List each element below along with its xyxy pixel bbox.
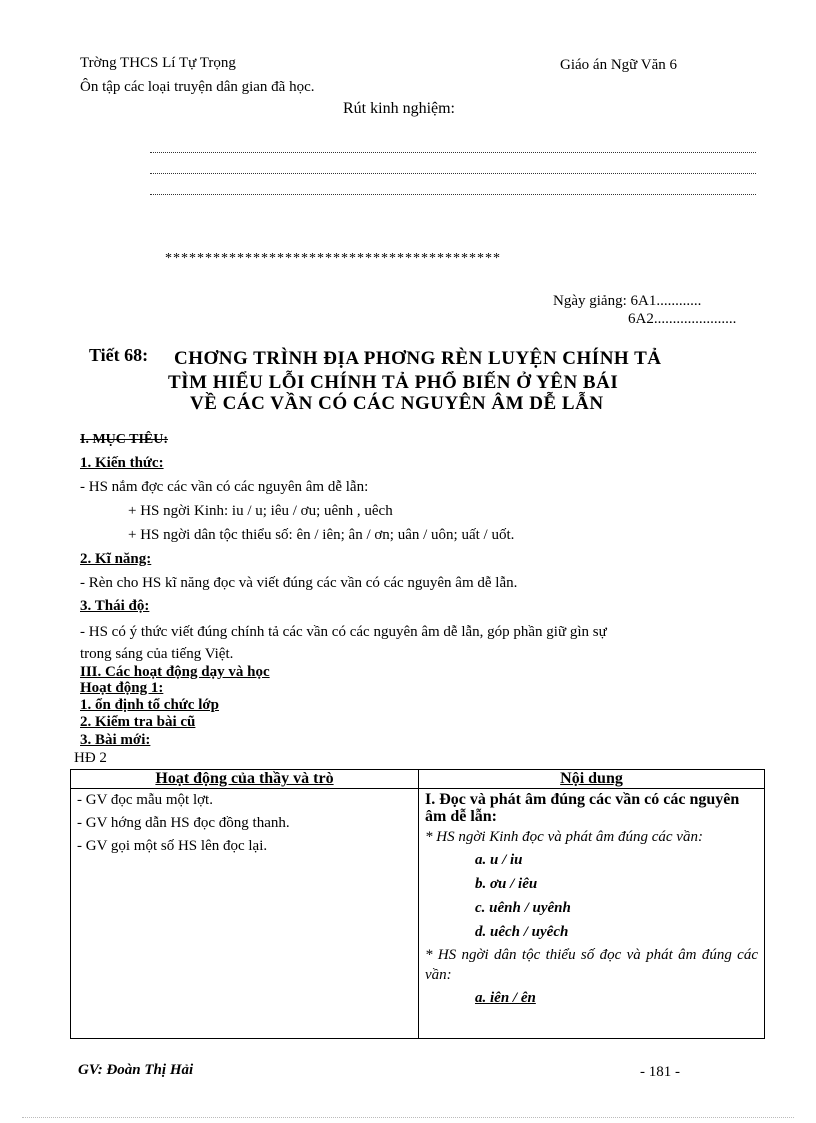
- title-line-3: VỀ CÁC VẦN CÓ CÁC NGUYÊN ÂM DỄ LẪN: [190, 393, 604, 414]
- title-line-1: CHƠNG TRÌNH ĐỊA PHƠNG RÈN LUYỆN CHÍNH TẢ: [174, 348, 662, 369]
- table-header-left: [71, 770, 419, 789]
- attitude-text-2: trong sáng của tiếng Việt.: [80, 646, 234, 662]
- activity-2-label: HĐ 2: [74, 750, 107, 766]
- date-line-1: Ngày giảng: 6A1............: [553, 293, 702, 309]
- pair-item: d. uêch / uyêch: [475, 924, 569, 940]
- pair-item: a. u / iu: [475, 852, 523, 868]
- step-2: 2. Kiểm tra bài cũ: [80, 714, 196, 730]
- experience-heading: Rút kinh nghiệm:: [343, 100, 455, 117]
- subtitle: Ôn tập các loại truyện dân gian đã học.: [80, 79, 315, 95]
- pair-item: a. iên / ên: [475, 990, 536, 1006]
- footer-teacher: GV: Đoàn Thị Hải: [78, 1062, 194, 1078]
- list-item: - GV gọi một số HS lên đọc lại.: [77, 838, 268, 854]
- skills-heading: 2. Kĩ năng:: [80, 551, 152, 567]
- content-note-2: * HS ngời dân tộc thiểu số đọc và phát âm đúng các vần:: [425, 947, 758, 983]
- activity-1-heading: Hoạt động 1:: [80, 680, 164, 696]
- knowledge-item-1: + HS ngời Kinh: iu / u; iêu / ơu; uênh , uêch: [128, 503, 393, 519]
- content-cell: [419, 789, 765, 1039]
- list-item: - GV hớng dẫn HS đọc đồng thanh.: [77, 815, 290, 831]
- knowledge-item-2: + HS ngời dân tộc thiểu số: ên / iên; ân / ơn; uân / uôn; uất / uốt.: [128, 527, 515, 543]
- star-separator: ******************************************: [165, 251, 501, 266]
- step-3: 3. Bài mới:: [80, 732, 151, 748]
- footer-divider: [22, 1117, 794, 1118]
- knowledge-text: - HS nắm đợc các vần có các nguyên âm dễ lẫn:: [80, 479, 369, 495]
- content-heading: I. Đọc và phát âm đúng các vần có các nguyên âm dễ lẫn:: [425, 791, 740, 825]
- plan-name: Giáo án Ngữ Văn 6: [560, 57, 677, 73]
- skills-text: - Rèn cho HS kĩ năng đọc và viết đúng các vần có các nguyên âm dễ lẫn.: [80, 575, 518, 591]
- table-header-right: [419, 770, 765, 789]
- objectives-heading: I. MỤC TIÊU:: [80, 432, 169, 447]
- school-name: Trờng THCS Lí Tự Trọng: [80, 55, 236, 71]
- dotted-line-1: [150, 152, 756, 153]
- content-note-1: * HS ngời Kinh đọc và phát âm đúng các vần:: [425, 829, 703, 845]
- attitude-heading: 3. Thái độ:: [80, 598, 150, 614]
- title-line-2: TÌM HIỂU LỖI CHÍNH TẢ PHỔ BIẾN Ở YÊN BÁI: [168, 372, 619, 393]
- column-header-teacher: Hoạt động của thầy và trò: [155, 770, 334, 787]
- attitude-text-1: - HS có ý thức viết đúng chính tả các vần có các nguyên âm dễ lẫn, góp phần giữ gìn sự: [80, 624, 607, 640]
- date-line-2: 6A2......................: [628, 311, 737, 327]
- knowledge-heading: 1. Kiến thức:: [80, 455, 164, 471]
- activities-table: [70, 769, 765, 1039]
- teacher-activities-cell: [71, 789, 419, 1039]
- page-number: - 181 -: [640, 1064, 680, 1080]
- dotted-line-2: [150, 173, 756, 174]
- pair-item: b. ơu / iêu: [475, 876, 538, 892]
- column-header-content: Nội dung: [560, 770, 623, 787]
- lesson-number: Tiết 68:: [89, 345, 149, 365]
- pair-item: c. uênh / uyênh: [475, 900, 571, 916]
- dotted-line-3: [150, 194, 756, 195]
- activities-heading: III. Các hoạt động dạy và học: [80, 664, 270, 680]
- list-item: - GV đọc mẫu một lợt.: [77, 792, 213, 808]
- step-1: 1. ổn định tổ chức lớp: [80, 697, 220, 713]
